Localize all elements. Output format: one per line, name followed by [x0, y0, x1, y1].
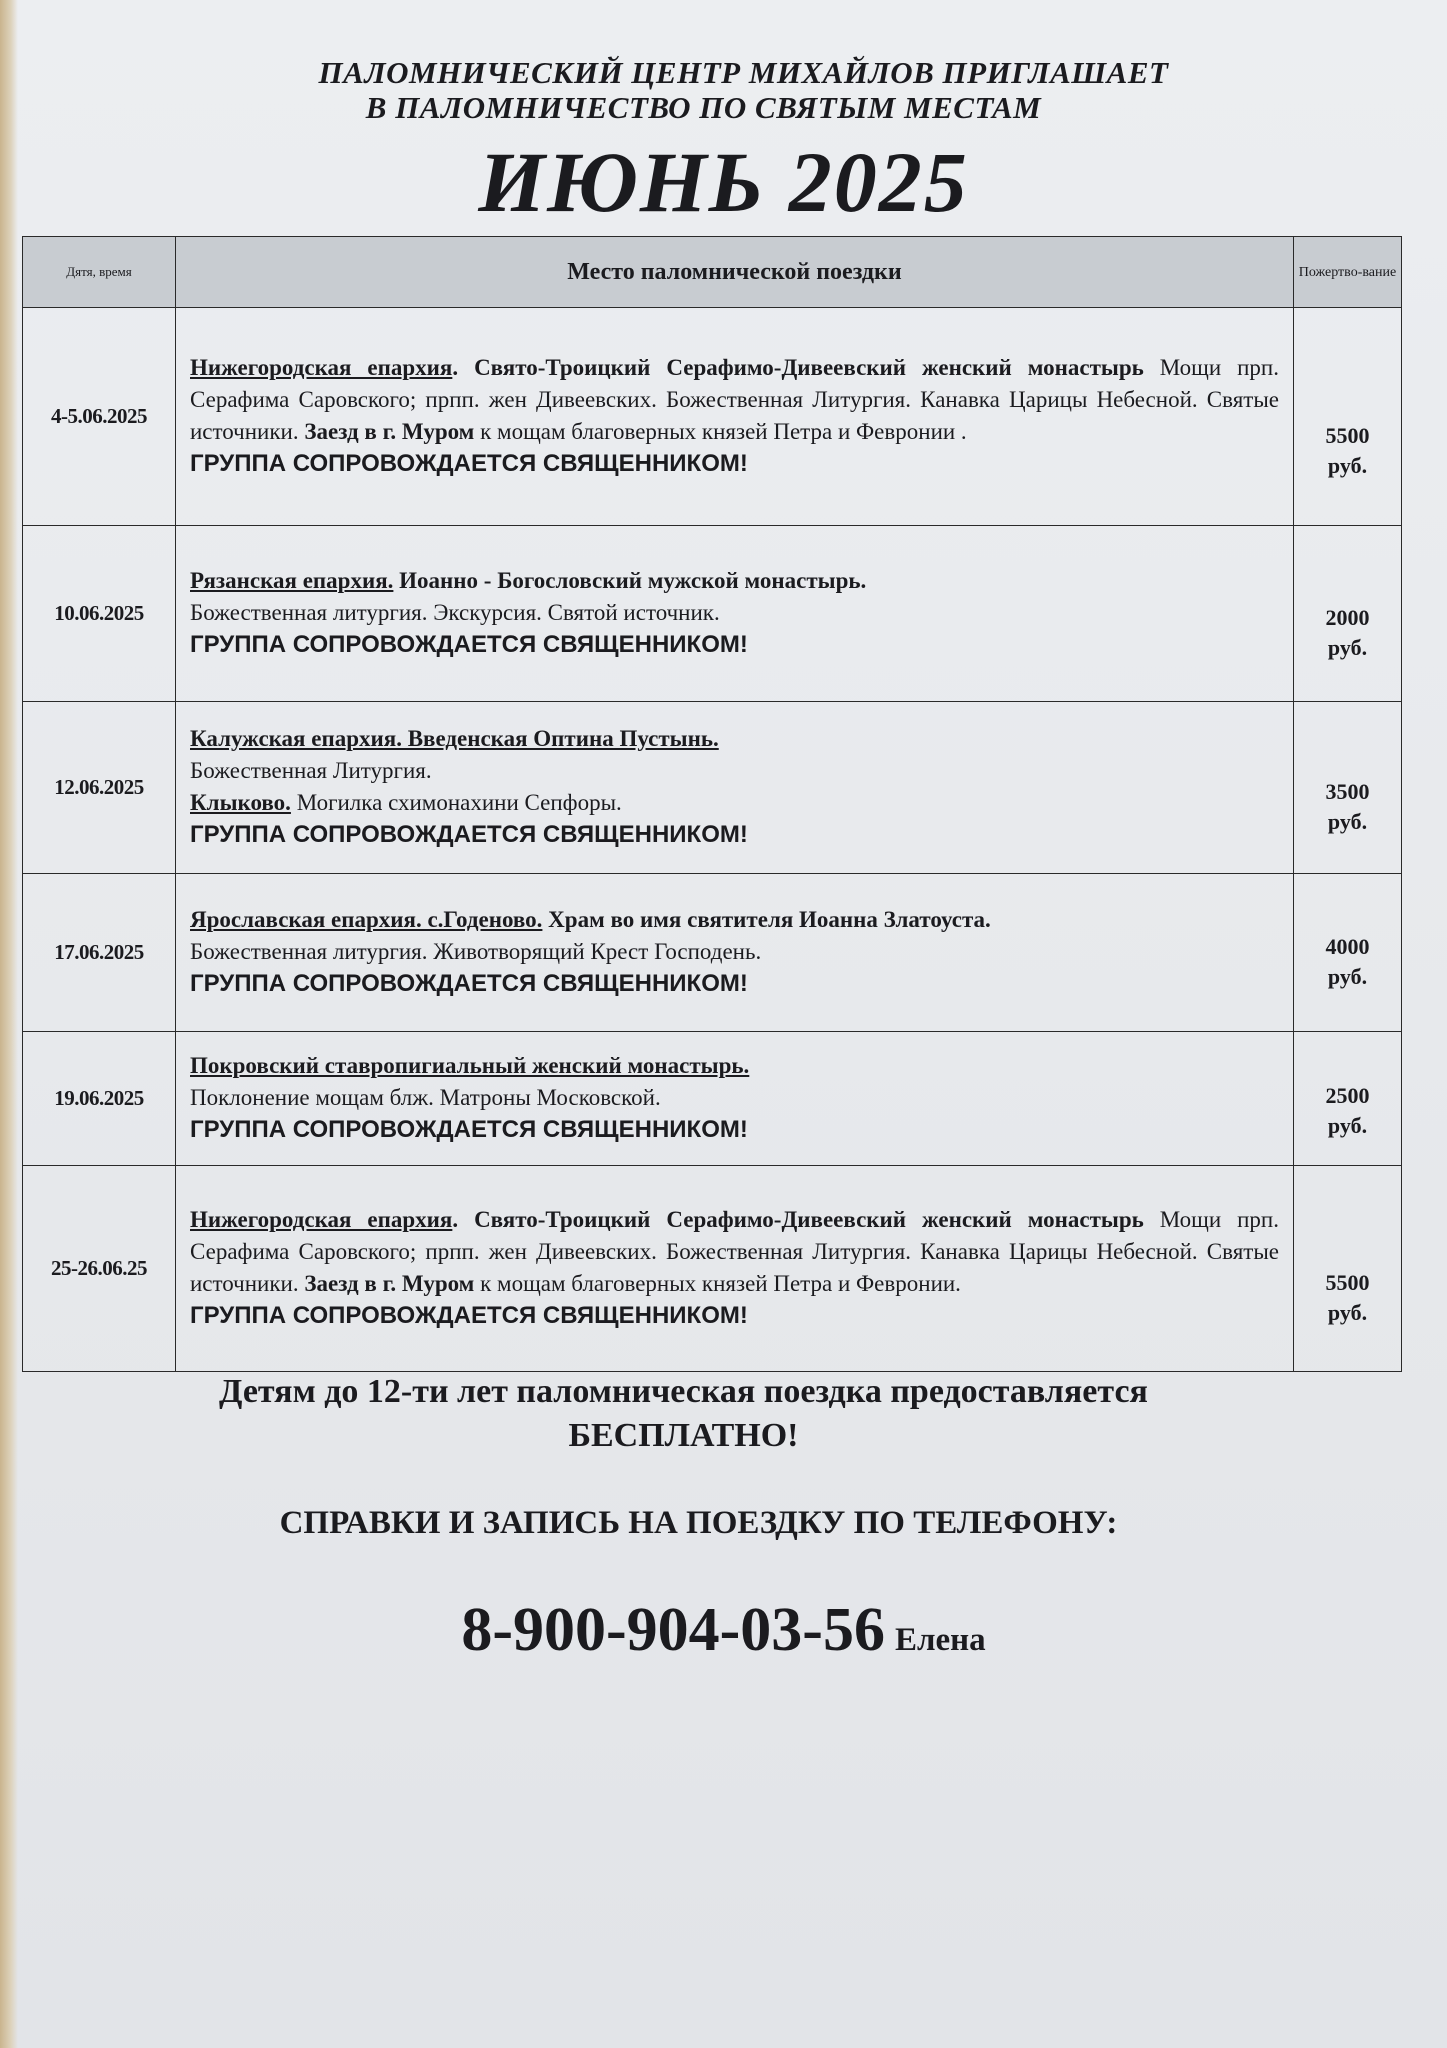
- trip-place: Нижегородская епархия. Свято-Троицкий Серафимо-Дивеевский женский монастырь Мощи прп. Серафима Саровского; прпп. жен Дивеевских. Божественная Литургия. Канавка Царицы Небесной. Святые источники. Заезд в г. Муром к мощам благоверных князей Петра и Февронии . ГРУППА СОПРОВОЖДАЕТСЯ СВЯЩЕННИКОМ!: [176, 308, 1294, 526]
- trip-date: 25-26.06.25: [23, 1166, 176, 1372]
- trip-title: Свято-Троицкий Серафимо-Дивеевский женский монастырь: [474, 354, 1144, 380]
- trip-currency: руб.: [1327, 809, 1368, 834]
- trip-price: 2000: [1325, 605, 1370, 630]
- trip-price-cell: [1294, 702, 1402, 874]
- kids-note: [0, 1370, 1407, 1458]
- table-row: [23, 308, 1402, 526]
- trip-desc: Божественная Литургия.: [190, 757, 432, 783]
- trip-eparchy: Рязанская епархия.: [190, 567, 394, 593]
- header-line-2: В ПАЛОМНИЧЕСТВО ПО СВЯТЫМ МЕСТАМ: [365, 90, 1042, 125]
- table-row: [23, 874, 1402, 1032]
- trip-title: Свято-Троицкий Серафимо-Дивеевский женский монастырь: [474, 1206, 1144, 1232]
- trip-place2: Клыково.: [190, 789, 291, 815]
- trip-price: 4000: [1325, 934, 1370, 959]
- trip-currency: руб.: [1327, 635, 1368, 660]
- table-row: [23, 1166, 1402, 1372]
- header-line-1: ПАЛОМНИЧЕСКИЙ ЦЕНТР МИХАЙЛОВ ПРИГЛАШАЕТ: [318, 55, 1169, 90]
- priest-note: ГРУППА СОПРОВОЖДАЕТСЯ СВЯЩЕННИКОМ!: [190, 630, 748, 658]
- col-header-price: Пожертво-вание: [1294, 237, 1402, 308]
- priest-note: ГРУППА СОПРОВОЖДАЕТСЯ СВЯЩЕННИКОМ!: [190, 969, 748, 997]
- paper-edge: [0, 0, 18, 2048]
- trip-price-cell: [1294, 526, 1402, 702]
- trip-price-cell: [1294, 1166, 1402, 1372]
- trip-place: [176, 526, 1294, 702]
- trip-desc: Поклонение мощам блж. Матроны Московской.: [190, 1084, 661, 1110]
- trip-place: Нижегородская епархия. Свято-Троицкий Серафимо-Дивеевский женский монастырь Мощи прп. Серафима Саровского; прпп. жен Дивеевских. Божественная Литургия. Канавка Царицы Небесной. Святые источники. Заезд в г. Муром к мощам благоверных князей Петра и Февронии. ГРУППА СОПРОВОЖДАЕТСЯ СВЯЩЕННИКОМ!: [176, 1166, 1294, 1372]
- trip-desc: Божественная литургия. Животворящий Крест Господень.: [190, 938, 762, 964]
- priest-note: ГРУППА СОПРОВОЖДАЕТСЯ СВЯЩЕННИКОМ!: [190, 820, 748, 848]
- trip-desc: Мощи прп. Серафима Саровского; прпп. жен Дивеевских. Божественная Литургия. Канавка Царицы Небесной. Святые источники.: [190, 1206, 1279, 1296]
- priest-note: ГРУППА СОПРОВОЖДАЕТСЯ СВЯЩЕННИКОМ!: [190, 1115, 748, 1143]
- trip-date: 4-5.06.2025: [23, 308, 176, 526]
- trip-date: 19.06.2025: [23, 1032, 176, 1166]
- trip-currency: руб.: [1327, 964, 1368, 989]
- trip-stop-desc: к мощам благоверных князей Петра и Февронии.: [474, 1270, 961, 1296]
- table-row: [23, 1032, 1402, 1166]
- trip-currency: руб.: [1327, 1300, 1368, 1325]
- kids-note-line-1: Детям до 12-ти лет паломническая поездка предоставляется: [219, 1373, 1148, 1410]
- trip-eparchy: Калужская епархия. Введенская Оптина Пустынь.: [190, 725, 719, 751]
- table-header-row: [23, 237, 1402, 308]
- phone-block: [0, 1595, 1447, 1666]
- trip-eparchy: Ярославская епархия. с.Годеново.: [190, 906, 543, 932]
- trip-place: [176, 1032, 1294, 1166]
- trip-stop: Заезд в г. Муром: [304, 1270, 475, 1296]
- trip-desc: Мощи прп. Серафима Саровского; прпп. жен Дивеевских. Божественная Литургия. Канавка Царицы Небесной. Святые источники.: [190, 354, 1279, 444]
- trip-place: [176, 702, 1294, 874]
- trip-price-cell: [1294, 874, 1402, 1032]
- trip-eparchy: Нижегородская епархия: [190, 354, 453, 380]
- trip-price: 5500: [1325, 1270, 1370, 1295]
- trip-price: 2500: [1325, 1083, 1370, 1108]
- trip-currency: руб.: [1327, 1113, 1368, 1138]
- contact-name: Елена: [894, 1622, 986, 1658]
- table-row: [23, 702, 1402, 874]
- trip-date: 17.06.2025: [23, 874, 176, 1032]
- trip-stop: Заезд в г. Муром: [304, 418, 475, 444]
- trip-price: 3500: [1325, 779, 1370, 804]
- month-title: ИЮНЬ 2025: [478, 134, 969, 230]
- trip-eparchy: Нижегородская епархия: [190, 1206, 453, 1232]
- info-line: СПРАВКИ И ЗАПИСЬ НА ПОЕЗДКУ ПО ТЕЛЕФОНУ:: [279, 1505, 1118, 1541]
- table-row: [23, 526, 1402, 702]
- trip-price-cell: [1294, 1032, 1402, 1166]
- trip-price: 5500: [1325, 423, 1370, 448]
- trip-date: 12.06.2025: [23, 702, 176, 874]
- trip-place: [176, 874, 1294, 1032]
- trip-eparchy: Покровский ставропигиальный женский монастырь.: [190, 1052, 750, 1078]
- trip-place2-desc: Могилка схимонахини Сепфоры.: [290, 789, 622, 815]
- trip-title: Иоанно - Богословский мужской монастырь.: [399, 567, 867, 593]
- kids-note-line-2: БЕСПЛАТНО!: [568, 1417, 799, 1454]
- trip-title: Храм во имя святителя Иоанна Златоуста.: [548, 906, 991, 932]
- phone-number: 8-900-904-03-56: [461, 1596, 885, 1664]
- priest-note: ГРУППА СОПРОВОЖДАЕТСЯ СВЯЩЕННИКОМ!: [190, 1301, 748, 1329]
- trip-currency: руб.: [1327, 453, 1368, 478]
- trip-desc: Божественная литургия. Экскурсия. Святой источник.: [190, 599, 720, 625]
- col-header-date: Дятя, время: [23, 237, 176, 308]
- trip-stop-desc: к мощам благоверных князей Петра и Февронии .: [474, 418, 967, 444]
- trip-date: 10.06.2025: [23, 526, 176, 702]
- col-header-place: Место паломнической поездки: [176, 237, 1294, 308]
- trips-table: [22, 236, 1402, 1372]
- priest-note: ГРУППА СОПРОВОЖДАЕТСЯ СВЯЩЕННИКОМ!: [190, 449, 748, 477]
- trip-price-cell: [1294, 308, 1402, 526]
